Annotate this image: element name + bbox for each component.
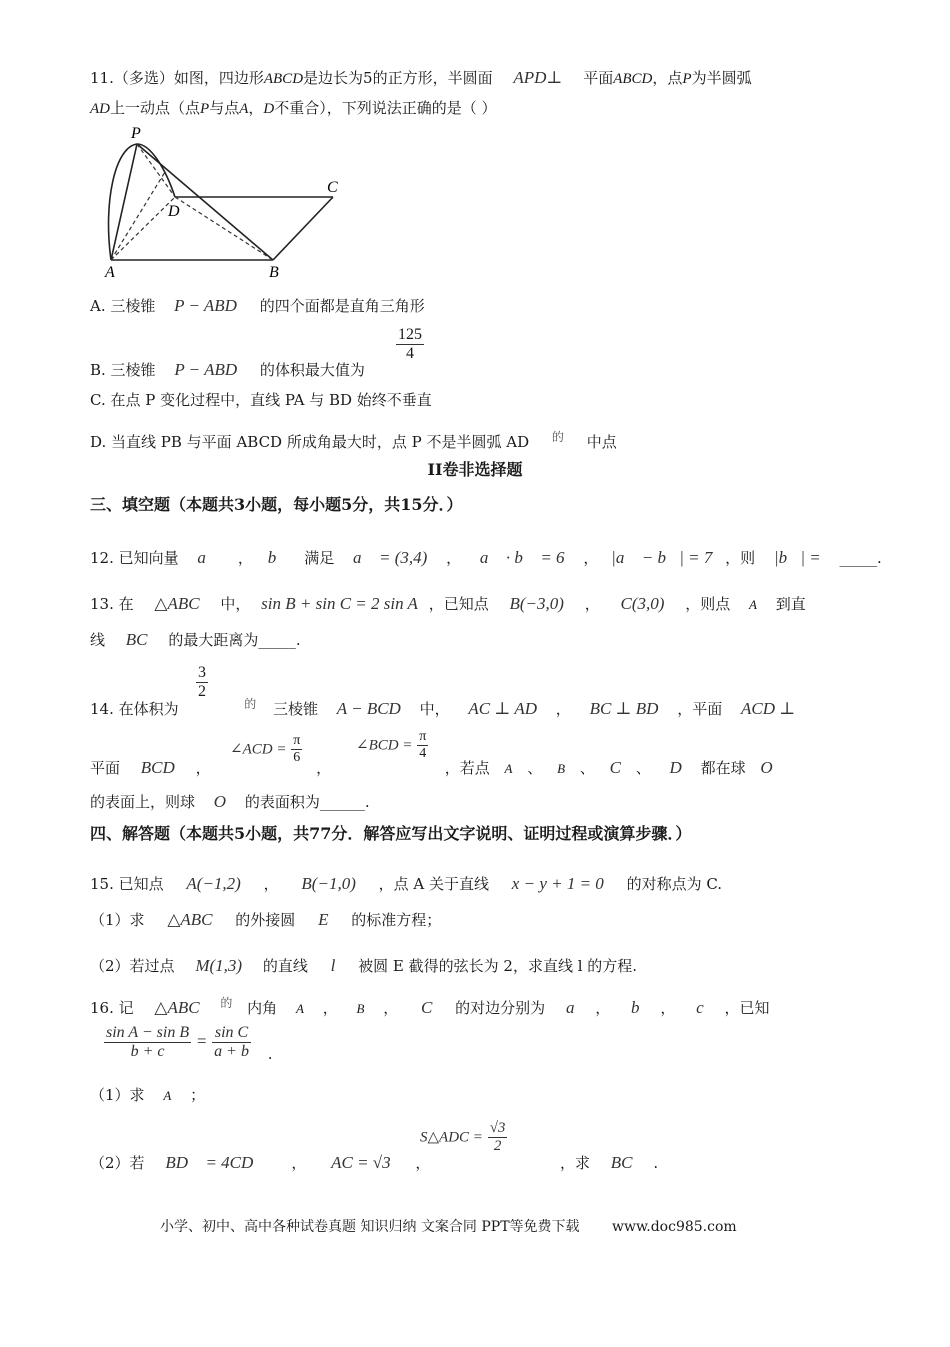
- q14-line2: 平面 BCD ， ， ，若点 A 、 B 、 C 、 D 都在球 O: [90, 758, 773, 777]
- q16-condition: $\frac{\text{sin A − sin B}}{b + c}$ = $\frac{\text{sin C}}{a + b}$ .: [106, 1024, 273, 1063]
- q15-part1: （1）求 △ABC 的外接圆 E 的标准方程；: [90, 910, 442, 929]
- q13-line2: 线 BC 的最大距离为_____.: [90, 630, 301, 649]
- q14-angle1: ∠ACD = $\frac{\pi}{6}$: [230, 733, 301, 765]
- edge-db-hidden: [175, 197, 273, 260]
- q14-angle2: ∠BCD = $\frac{\pi}{4}$: [356, 729, 427, 761]
- label-c: C: [327, 179, 338, 196]
- q11-option-a: A. 三棱锥 P − ABD 的四个面都是直角三角形: [90, 296, 425, 315]
- q13-line1: 13. 在 △ABC 中， sin B + sin C = 2 sin A ，已知点 B(−3,0) ， C(3,0) ，则点 A 到直: [90, 594, 806, 613]
- q15-line: 15. 已知点 A(−1,2) ， B(−1,0) ，点 A 关于直线 x − y + 1 = 0 的对称点为 C.: [90, 874, 723, 893]
- q11-figure: [95, 122, 355, 282]
- section-4-title: 四、解答题（本题共5小题，共77分．解答应写出文字说明、证明过程或演算步骤．）: [90, 824, 692, 843]
- q11-apd-perp: APD⊥: [513, 68, 563, 87]
- q14-line3: 的表面上，则球 O 的表面积为______.: [90, 792, 370, 811]
- q15-part2: （2）若过点 M(1,3) 的直线 l 被圆 E 截得的弦长为 2，求直线 l 的方程.: [90, 956, 638, 975]
- q11-line1: 11.（多选）如图，四边形ABCD是边长为5的正方形，半圆面 APD⊥ 平面ABCD，点P为半圆弧: [90, 68, 752, 87]
- q11-optb-fraction: $\frac{125}{4}$: [398, 326, 422, 362]
- q16-line1: 16. 记 △ABC $^的$ 内角 A ， B ， C 的对边分别为 a ， b ， c ，已知: [90, 996, 770, 1017]
- aux-line: [111, 172, 165, 260]
- semicircle-arc: [109, 144, 175, 260]
- label-b: B: [269, 264, 279, 281]
- edge-ad-hidden: [111, 197, 175, 260]
- q14-line1: 14. 在体积为 $^的$ 三棱锥 A − BCD 中， AC ⊥ AD ， BC ⊥ BD ，平面 ACD ⊥: [90, 697, 796, 718]
- footer: [160, 1217, 737, 1237]
- q16-part1: （1）求 A ；: [90, 1086, 206, 1104]
- label-d: D: [168, 203, 180, 220]
- label-a: A: [105, 264, 115, 281]
- q12-line: 12. 已知向量 a⃗ ， b⃗ 满足 a⃗ = (3,4) ， a⃗ · b⃗ = 6 ， |a⃗ − b⃗| = 7 ，则 |b⃗| = _____.: [90, 548, 882, 567]
- q11-line2: AD上一动点（点P与点A，D不重合），下列说法正确的是（ ）: [90, 99, 497, 117]
- q14-volume-fraction: $\frac{3}{2}$: [198, 664, 206, 700]
- q11-option-b: B. 三棱锥 P − ABD 的体积最大值为: [90, 360, 365, 379]
- q11-option-c: C. 在点 P 变化过程中，直线 PA 与 BD 始终不垂直: [90, 391, 432, 409]
- q16-part2: （2）若 BD⃗ = 4CD⃗ ， AC = √3 ， ，求 BC .: [90, 1153, 659, 1172]
- section-ii-title: II卷非选择题: [427, 460, 523, 479]
- q16-area: S△ADC = $\frac{√3}{2}$: [420, 1120, 506, 1154]
- footer-text: 小学、初中、高中各种试卷真题 知识归纳 文案合同 PPT等免费下载: [160, 1219, 580, 1235]
- edge-pb: [137, 144, 273, 260]
- section-3-title: 三、填空题（本题共3小题，每小题5分，共15分．）: [90, 495, 463, 514]
- q11-option-d: D. 当直线 PB 与平面 ABCD 所成角最大时，点 P 不是半圆弧 AD $^的$ 中点: [90, 430, 617, 451]
- edge-pa: [111, 144, 137, 260]
- edge-bc: [273, 197, 333, 260]
- footer-url[interactable]: www.doc985.com: [611, 1219, 737, 1235]
- label-p: P: [131, 125, 141, 142]
